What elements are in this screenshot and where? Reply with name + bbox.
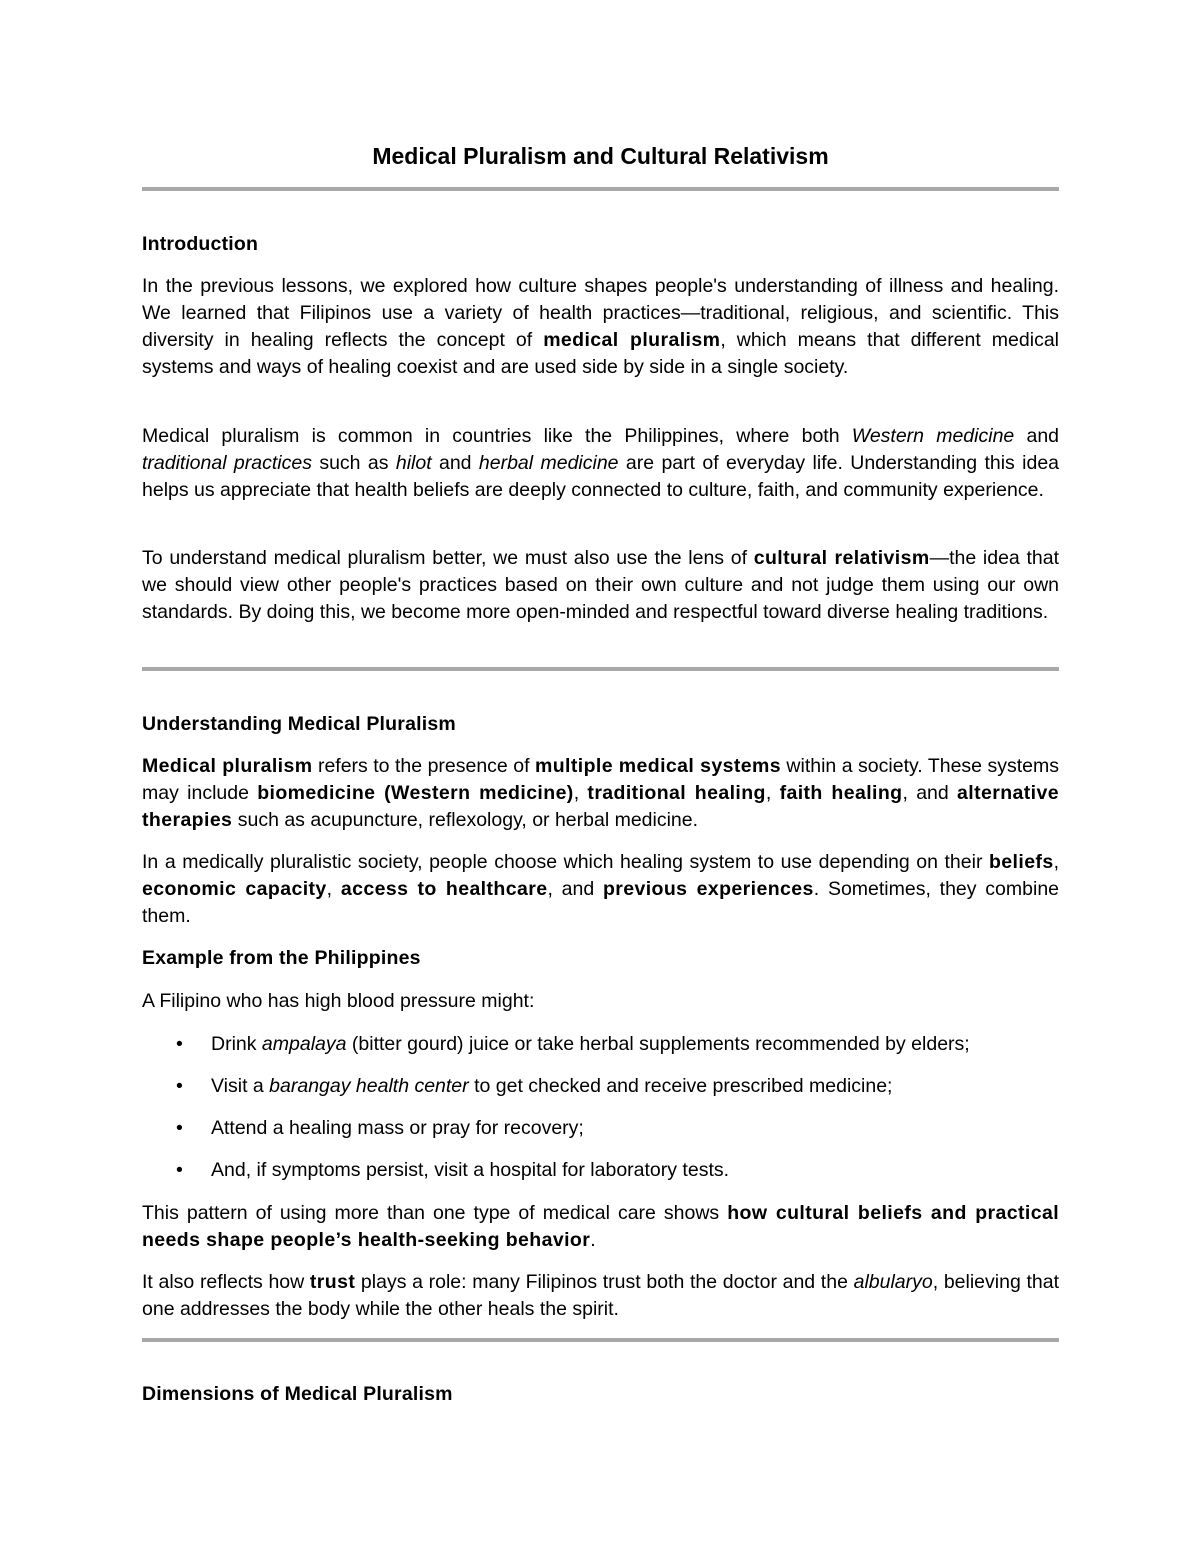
text-run: within a society. These systems may include [142, 755, 1059, 804]
text-run: —the idea that we should view other people's practices based on their own culture and not judge them using our own standards. By doing this, we become more open-minded and respectful toward diverse healing traditions. [142, 547, 1059, 623]
bold-term: access to healthcare [340, 878, 548, 900]
intro-paragraph-3 [142, 545, 1059, 626]
understanding-paragraph-4 [142, 1269, 1059, 1323]
text-run: , [765, 782, 780, 804]
text-run: , which means that different medical systems and ways of healing coexist and are used side by side in a single society. [142, 329, 1059, 378]
text-run: Visit a [211, 1075, 270, 1097]
understanding-heading: Understanding Medical Pluralism [142, 713, 456, 735]
list-item [142, 1115, 1059, 1157]
italic-term: herbal medicine [478, 452, 619, 474]
text-run: Drink [211, 1033, 262, 1055]
bold-term: Medical pluralism [142, 755, 313, 777]
text-run: , [326, 878, 341, 900]
text-run: . Sometimes, they combine them. [142, 878, 1060, 927]
bold-term: economic capacity [142, 878, 327, 900]
italic-term: Western medicine [851, 425, 1015, 447]
bold-term: how cultural beliefs and practical needs shape people’s health-seeking behavior [142, 1202, 1060, 1251]
italic-term: traditional practices [142, 452, 312, 474]
italic-term: ampalaya [261, 1033, 347, 1055]
text-run: Attend a healing mass or pray for recovery; [211, 1117, 584, 1139]
bullet-icon: • [176, 1159, 183, 1181]
example-list [142, 1031, 1059, 1199]
text-run: refers to the presence of [312, 755, 535, 777]
text-run: are part of everyday life. Understanding this idea helps us appreciate that health beliefs are deeply connected to culture, faith, and community experience. [142, 452, 1060, 501]
text-run: and [431, 452, 479, 474]
text-run: It also reflects how [142, 1271, 310, 1293]
understanding-paragraph-1 [142, 753, 1059, 834]
text-run: . [590, 1229, 596, 1251]
text-run: to get checked and receive prescribed medicine; [468, 1075, 893, 1097]
italic-term: barangay health center [269, 1075, 469, 1097]
bold-term: alternative therapies [142, 782, 1059, 831]
text-run: Medical pluralism is common in countries like the Philippines, where both [142, 425, 852, 447]
bullet-icon: • [176, 1117, 183, 1139]
understanding-paragraph-2 [142, 849, 1059, 930]
list-item [142, 1073, 1059, 1115]
bold-term: cultural relativism [753, 547, 930, 569]
intro-paragraph-1 [142, 273, 1059, 381]
document-title: Medical Pluralism and Cultural Relativism [372, 143, 829, 169]
bold-term: medical pluralism [543, 329, 721, 351]
italic-term: albularyo [853, 1271, 933, 1293]
text-run: In the previous lessons, we explored how culture shapes people's understanding of illness and healing. We learned that Filipinos use a variety of health practices—traditional, religious, and scientific. This diversity in healing reflects the concept of [142, 275, 1059, 351]
text-run: plays a role: many Filipinos trust both the doctor and the [355, 1271, 854, 1293]
section-divider [142, 1338, 1059, 1342]
bold-term: trust [309, 1271, 356, 1293]
example-intro: A Filipino who has high blood pressure might: [142, 990, 535, 1012]
text-run: such as acupuncture, reflexology, or herbal medicine. [232, 809, 699, 831]
list-item [142, 1031, 1059, 1073]
bold-term: previous experiences [602, 878, 814, 900]
dimensions-heading: Dimensions of Medical Pluralism [142, 1383, 453, 1405]
text-run: In a medically pluralistic society, people choose which healing system to use depending on their [142, 851, 989, 873]
list-item [142, 1157, 1059, 1199]
title-divider [142, 187, 1059, 191]
text-run: And, if symptoms persist, visit a hospital for laboratory tests. [211, 1159, 730, 1181]
intro-paragraph-2 [142, 423, 1059, 504]
text-run: To understand medical pluralism better, we must also use the lens of [142, 547, 754, 569]
italic-term: hilot [395, 452, 432, 474]
text-run: , [1053, 851, 1059, 873]
text-run: This pattern of using more than one type of medical care shows [142, 1202, 728, 1224]
text-run: , and [902, 782, 958, 804]
text-run: and [1014, 425, 1060, 447]
bullet-icon: • [176, 1075, 183, 1097]
bold-term: biomedicine (Western medicine) [257, 782, 574, 804]
text-run: , believing that one addresses the body while the other heals the spirit. [142, 1271, 1059, 1320]
example-heading: Example from the Philippines [142, 947, 421, 969]
text-run: , and [547, 878, 603, 900]
bullet-icon: • [176, 1033, 183, 1055]
bold-term: multiple medical systems [534, 755, 781, 777]
understanding-paragraph-3 [142, 1200, 1059, 1254]
text-run: such as [311, 452, 396, 474]
introduction-heading: Introduction [142, 233, 259, 255]
bold-term: beliefs [989, 851, 1054, 873]
text-run: , [573, 782, 588, 804]
bold-term: traditional healing [587, 782, 766, 804]
section-divider [142, 667, 1059, 671]
bold-term: faith healing [779, 782, 903, 804]
text-run: (bitter gourd) juice or take herbal supplements recommended by elders; [346, 1033, 970, 1055]
